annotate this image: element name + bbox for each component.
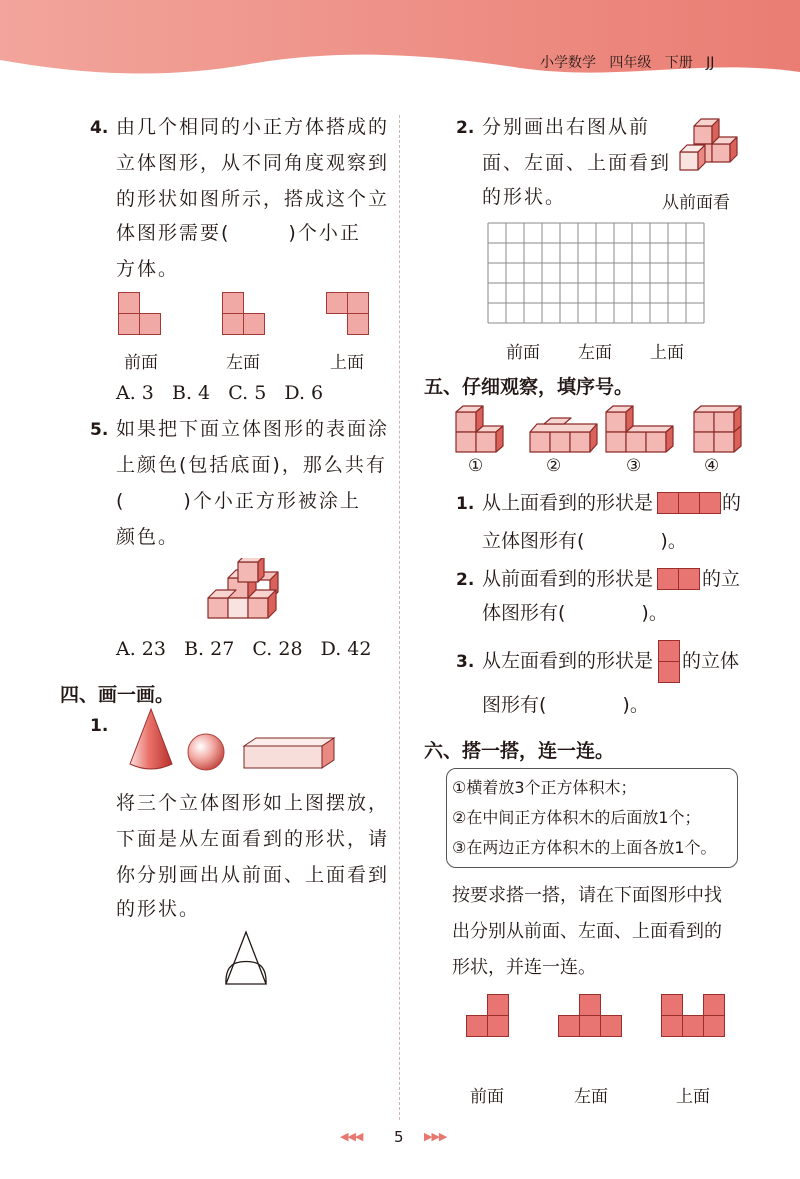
sec6-rule-1: ①横着放3个正方体积木；: [452, 778, 637, 797]
sec6-line-3: 形状，并连一连。: [452, 957, 596, 978]
q4-line-2: 立体图形，从不同角度观察到: [116, 152, 390, 174]
sec6-label-top: 上面: [676, 1087, 710, 1107]
sec6-line-1: 按要求搭一搭，请在下面图形中找: [452, 885, 722, 906]
q5-line-3a: (: [116, 490, 126, 512]
sec5-q1-shape-cell-3: [699, 492, 721, 514]
column-divider: [399, 115, 400, 1120]
sec5-q2-text-a: 从前面看到的形状是: [482, 568, 654, 590]
sec4-solids: [126, 706, 346, 776]
r2-line-3: 的形状。: [482, 186, 567, 208]
q4-line-4b: )个小正: [288, 222, 361, 244]
sec5-q2-shape-cell-1: [657, 568, 679, 590]
q4-top-view: [326, 292, 370, 336]
sec4-line-3: 你分别画出从前面、上面看到: [116, 864, 390, 886]
q5-cube-stack: [200, 558, 284, 622]
q5-line-3b: )个小正方形被涂上: [183, 490, 361, 512]
sec5-q1-text-d: )。: [660, 530, 687, 552]
sec6-rule-3: ③在两边正方体积木的上面各放1个。: [452, 838, 717, 857]
r2-grid-label-top: 上面: [650, 343, 684, 363]
r2-grid-label-left: 左面: [578, 343, 612, 363]
q5-line-2: 上颜色(包括底面)，那么共有: [116, 454, 387, 476]
sec6-label-front: 前面: [470, 1087, 504, 1107]
q4-label-left: 左面: [226, 353, 260, 373]
sec5-q3-text-d: )。: [622, 694, 649, 716]
r2-number: 2.: [456, 118, 475, 138]
header-volume: 下册: [664, 55, 693, 71]
r2-line-2: 面、左面、上面看到: [482, 152, 672, 174]
sec5-q1-shape-cell-2: [678, 492, 700, 514]
cone-shape: [130, 709, 172, 769]
r2-caption: 从前面看: [662, 193, 730, 213]
q4-line-4a: 体图形需要(: [116, 222, 231, 244]
q4-line-1: 由几个相同的小正方体搭成的: [116, 116, 390, 138]
sec5-q1-text-c: 立体图形有(: [482, 530, 585, 552]
q4-front-view: [118, 292, 162, 336]
sec6-shape-2: [558, 994, 624, 1038]
sec5-q3-text-c: 图形有(: [482, 694, 547, 716]
sphere-shape: [188, 734, 224, 770]
q4-left-view: [222, 292, 266, 336]
sec5-q3-shape-cell-1: [658, 640, 680, 662]
sec5-mark-1: ①: [468, 456, 484, 476]
sec4-line-4: 的形状。: [116, 898, 201, 920]
sec5-q3-number: 3.: [456, 652, 475, 672]
sec5-mark-3: ③: [626, 456, 642, 476]
q4-line-3: 的形状如图所示，搭成这个立: [116, 188, 390, 210]
sec5-q1-line-2: [482, 532, 687, 551]
sec5-q2-text-d: )。: [641, 602, 668, 624]
q4-label-front: 前面: [124, 353, 158, 373]
sec6-shape-1: [466, 994, 510, 1038]
footer-page-number: 5: [394, 1128, 404, 1146]
r2-line-1: 分别画出右图从前: [482, 116, 651, 138]
sec5-q2-number: 2.: [456, 570, 475, 590]
q5-line-1: 如果把下面立体图形的表面涂: [116, 418, 390, 440]
section6-title: 六、搭一搭，连一连。: [424, 740, 615, 762]
sec5-q2-text-b: 的立: [702, 568, 741, 590]
sec5-q1-text-b: 的: [722, 492, 742, 514]
q4-line-5: 方体。: [116, 258, 180, 280]
sec5-q2-text-c: 体图形有(: [482, 602, 566, 624]
footer-next-arrows[interactable]: ▶▶▶: [424, 1130, 447, 1143]
r2-drawing-grid[interactable]: [487, 222, 707, 324]
header-book: 小学数学: [540, 55, 596, 71]
sec4-line-1: 将三个立体图形如上图摆放，: [116, 792, 390, 814]
r2-cube-stack: [676, 112, 740, 178]
sec4-left-view-drawing: [220, 930, 272, 986]
sec5-q3-text-b: 的立体: [682, 650, 740, 672]
sec5-q2-line-2: [482, 604, 668, 623]
footer-prev-arrows[interactable]: ◀◀◀: [340, 1130, 363, 1143]
sec6-line-2: 出分别从前面、左面、上面看到的: [452, 921, 722, 942]
sec5-q2-shape-cell-2: [678, 568, 700, 590]
sec6-label-left: 左面: [574, 1087, 608, 1107]
q5-line-3: [116, 492, 361, 511]
sec5-q1-text-a: 从上面看到的形状是: [482, 492, 654, 514]
sec5-q3-shape-cell-2: [658, 661, 680, 683]
q5-line-4: 颜色。: [116, 526, 180, 548]
section4-title: 四、画一画。: [60, 684, 175, 706]
q4-label-top: 上面: [330, 353, 364, 373]
q4-options: A. 3 B. 4 C. 5 D. 6: [116, 382, 324, 404]
q5-number: 5.: [90, 420, 109, 440]
sec5-q3-line-2: [482, 696, 649, 715]
q4-line-4: [116, 224, 361, 243]
sec4-line-2: 下面是从左面看到的形状，请: [116, 828, 390, 850]
sec5-q1-shape-cell-1: [657, 492, 679, 514]
section5-title: 五、仔细观察，填序号。: [424, 376, 634, 398]
sec5-q3-text-a: 从左面看到的形状是: [482, 650, 654, 672]
sec5-q1-number: 1.: [456, 494, 475, 514]
sec5-figures: [450, 402, 770, 454]
q4-number: 4.: [90, 118, 109, 138]
header-grade: 四年级: [609, 55, 652, 71]
q5-options: A. 23 B. 27 C. 28 D. 42: [116, 638, 372, 660]
sec4-q1-number: 1.: [90, 716, 109, 736]
header-edition: JJ: [706, 55, 715, 71]
sec5-mark-4: ④: [704, 456, 720, 476]
r2-grid-label-front: 前面: [506, 343, 540, 363]
header-info: [540, 52, 714, 72]
cuboid-shape: [244, 738, 334, 768]
sec5-mark-2: ②: [546, 456, 562, 476]
sec6-rule-2: ②在中间正方体积木的后面放1个；: [452, 808, 701, 827]
sec6-shape-3: [661, 994, 727, 1038]
